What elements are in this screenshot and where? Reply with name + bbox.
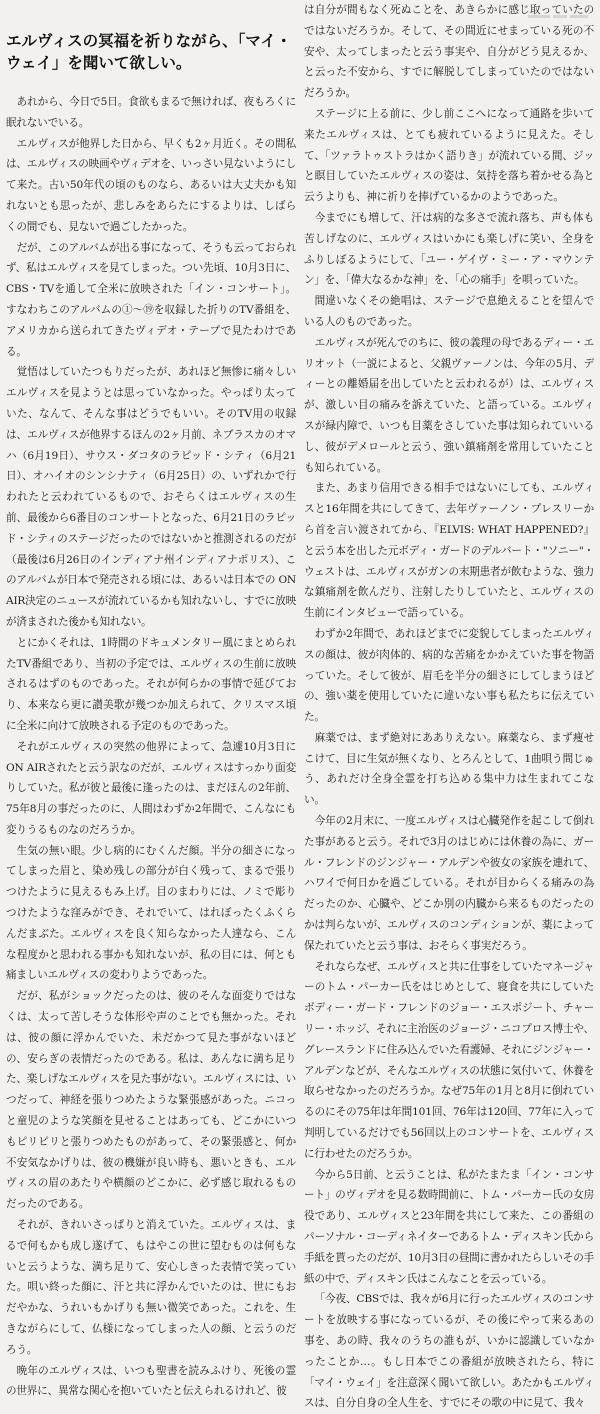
paragraph: とにかくそれは、1時間のドキュメンタリー風にまとめられたTV番組であり、当初の予定では、エルヴィスの生前に放映されるはずのものであった。それが何らかの事情で延びており、本来なら更に讃美歌が幾つか加えられて、クリスマス頃に全米に向けて放映される予定のものであった。 (6, 636, 296, 732)
paragraph: エルヴィスが死んでのちに、彼の義理の母であるディー・エリオット（一説によると、父親ヴァーノンは、今年の5月、ディーとの離婚届を出していたと云われるが）は、エルヴィスが、激しい目の痛みを訴えていた、と語っている。エルヴィスが緑内障で、いつも目薬をさしていた事は知られていいるし、彼がデメロールと云う、強い鎮痛剤を常用していたことも知られている。 (304, 336, 594, 474)
paragraph: あれから、今日で5日。食欲もまるで無ければ、夜もろくに眠れないでいる。 (6, 96, 296, 129)
paragraph: 「今夜、CBSでは、我々が6月に行ったエルヴィスのコンサートを放映する事になっているが、その後にやって来るあの事を、あの時、我々のうちの誰もが、いかに認識していなかったことか…。もし日本でこの番組が放映されたら、特に「マイ・ウェイ」を注意深く聞いて欲しい。あたかもエルヴィスは、自分自身の全人生を、すでにその歌の中に見て、我々 (304, 1293, 594, 1410)
paragraph: だが、私がショックだったのは、彼のそんな面変りではなくは、太って苦しそうな体形や声のことでも無かった。それは、彼の顔に浮かんでいた、未だかつて見た事がないほどの、安らぎの表情だったのである。私は、あんなに満ち足りた、楽しげなエルヴィスを見た事がない。エルヴィスには、いつだって、神経を張りつめたような緊張感があった。ニコっと童児のような笑顔を見せることはあっても、どこかにいつもピリピリと張りつめたものがあって、その緊張感と、何か不安気なかげりは、彼の機嫌が良い時も、悪いときも、エルヴィスの眉のあたりや横顔のどこかに、必ず感じ取れるものだったのである。 (6, 990, 296, 1211)
paragraph: それがエルヴィスの突然の他界によって、急遽10月3日にON AIRされたと云う訳なのだが、エルヴィスはすっかり面変りしていた。私が彼と最後に逢ったのは、まだほんの2年前、75年8月の事だったのに、人間はわずか2年間で、こんなにも変りうるものなのだろうか。 (6, 740, 296, 836)
paragraph: 今から5日前、と云うことは、私がたまたま「イン・コンサート」のヴィデオを見る数時間前に、トム・パーカー氏の女房役であり、エルヴィスと23年間を共にして来た、この番組のパーソナル・コーディネイターであるトム・ディスキン氏から手紙を貰ったのだが、10月3日の昼間に書かれたらしいその手紙の中で、ディスキン氏はこんなことを云っている。 (304, 1168, 594, 1285)
headline: エルヴィスの冥福を祈りながら、「マイ・ウェイ」を聞いて欲しい。 (6, 32, 292, 72)
paragraph: わずか2年間で、あれほどまでに変貌してしまったエルヴィスの顔は、彼が肉体的、病的な苦痛をかかえていた事を物語っていた。そして彼が、眉毛を半分の細さにしてしまうほどの、強い薬を使用していたに違いない事も私たちに伝えていた。 (304, 627, 594, 724)
paragraph: は自分が間もなく死ぬことを、あきらかに感じ取っていたのではないだろうか。そして、その間近にせまっている死の不安や、太ってしまったと云う事実や、自分がどう見えるか、と云った不安から、すでに解脱してしまっていたのではないだろうか。 (304, 4, 594, 100)
paragraph: 麻薬では、まず絶対にあありえない。麻薬なら、まず痩せこけて、目に生気が無くなり、とろんとして、1曲唄う間じゅう、あれだけ全身全霊を打ち込める集中力は生まれてこない。 (304, 731, 594, 807)
paragraph: 間違いなくその絶唱は、ステージで息絶えることを望んでいる人のものであった。 (304, 295, 594, 328)
paragraph: 今までにも増して、汗は病的な多さで流れ落ち、声も体も苦しげなのに、エルヴィスはいかにも楽しげに笑い、全身をふりしぼるようにして、「ユー・ゲイヴ・ミー・ア・マウンテン」を、「偉大なるかな神」を、「心の痛手」を唄っていた。 (304, 211, 594, 287)
paragraph: 生気の無い眼。少し病的にむくんだ顔。半分の細さになってしまった眉と、染め残しの部分が白く残って、まるで張りつけたように見えるもみ上げ。目のまわりには、ノミで彫りつけたような窪みができ、それでいて、はれぼったくふくらんだまぶた。エルヴィスを良く知らなかった人達なら、こんな程度かと思われる事かも知れないが、私の目には、何とも痛ましいエルヴィスの変わりようであった。 (6, 844, 296, 982)
paragraph: それならなぜ、エルヴィスと共に仕事をしていたマネージャーのトム・パーカー氏をはじめとして、寝食を共にしていたボディー・ガード・フレンドのジョー・エスポジート、チャーリー・ホッジ、それに主治医のジョージ・ニコプロス博士や、グレースランドに住み込んでいた看護婦、それにジンジャー・アルデンなどが、そんなエルヴィスの状態に気付いて、休養を取らせなかったのだろうか。なぜ75年の1月と8月に倒れているのにその75年は年間101回、76年は120回、77年に入って判明しているだけでも56回以上のコンサートを、エルヴィスに行わせたのだろうか。 (304, 960, 594, 1160)
left-column (6, 30, 296, 1398)
paragraph: ステージに上る前に、少し前ここへになって通路を歩いて来たエルヴィスは、とても疲れているように見えた。そして、「ツァラトゥストラはかく語りき」が流れている間、ジッと瞑目していたエルヴィスの姿は、気持を落ち着かせる為と云うよりも、神に祈りを捧げているかのようであった。 (304, 107, 594, 204)
paragraph: それが、きれいさっぱりと消えていた。エルヴィスは、まるで何もかも成し遂げて、もはやこの世に望むものは何もないと云うような、満ち足りて、安心しきった表情で笑っていた。唄い終った顔に、汗と共に浮かんでいたのは、世にもおだやかな、うれいもかげりも無い微笑であった。これを、生きながらにして、仏様になってしまった人の顔、と云うのだろう。 (6, 1219, 296, 1356)
paragraph: 覚悟はしていたつもりだったが、あれほど無惨に痛々しいエルヴィスを見ようとは思っていなかった。やっぱり太っていた、なんて、そんな事はどうでもいい。そのTV用の収録は、エルヴィスが他界するほんの2ヶ月前、ネブラスカのオマハ（6月19日）、サウス・ダコタのラピッド・シティ（6月21日）、オハイオのシンシナティ（6月25日）の、いずれかで行われたと云われているもので、おそらくはエルヴィスの生前、最後から6番目のコンサートとなった、6月21日のラピッド・シティのステージだったのではないかと推測されるのだが（最後は6月26日のインディアナ州インディアナポリス）、このアルバムが日本で発売される頃には、あるいは日本での ON AIR決定のニュースが流れているかも知れないし、すでに放映が済まされた後かも知れない。 (6, 366, 296, 628)
paragraph: エルヴィスが他界した日から、早くも2ヶ月近く。その間私は、エルヴィスの映画やヴィデオを、いっさい見ないようにして来た。古い50年代の頃のものなら、あるいは大丈夫かも知れないとも思ったが、悲しみをあらたにするよりは、しばらくの間でも、見ないで過ごしたかった。 (6, 137, 296, 233)
right-column (304, 0, 594, 1410)
paragraph: 今年の2月末に、一度エルヴィスは心臓発作を起こして倒れた事があると云う。それで3月のはじめには休養の為に、ガール・フレンドのジンジャー・アルデンや彼女の家族を連れて、ハワイで何日かを過ごしている。それが目からくる痛みの為だったのか、心臓や、どこか別の内臓から来るものだったのかは判らないが、エルヴィスのコンディションが、薬によって保たれていたと云う事は、おそらく事実だろう。 (304, 815, 594, 952)
paragraph: だが、このアルバムが出る事になって、そうも云っておられず、私はエルヴィスを見てしまった。つい先頃、10月3日に、CBS・TVを通して全米に放映された「イン・コンサート」。すなわちこのアルバムの①〜⑲を収録した折りのTV番組を、アメリカから送られてきたヴィデオ・テープで見たわけである。 (6, 241, 296, 358)
paragraph: 晩年のエルヴィスは、いつも聖書を読みふけり、死後の霊の世界に、異常な関心を抱いていたと伝えられるけれど、彼 (6, 1364, 296, 1398)
paragraph: また、あまり信用できる相手ではないにしても、エルヴィスと16年間を共にしてきて、去年ヴァーノン・プレスリーから首を言い渡されてから、『ELVIS: WHAT HAPPENED?』と云う本を出した元ボディ・ガードのデルバート・"ソニー"・ウェストは、エルヴィスがガンの末期患者が飲むような、強力な鎮痛剤を飲んだり、注射したりしていたと、エルヴィスの生前にインタビューで語っている。 (304, 482, 594, 620)
